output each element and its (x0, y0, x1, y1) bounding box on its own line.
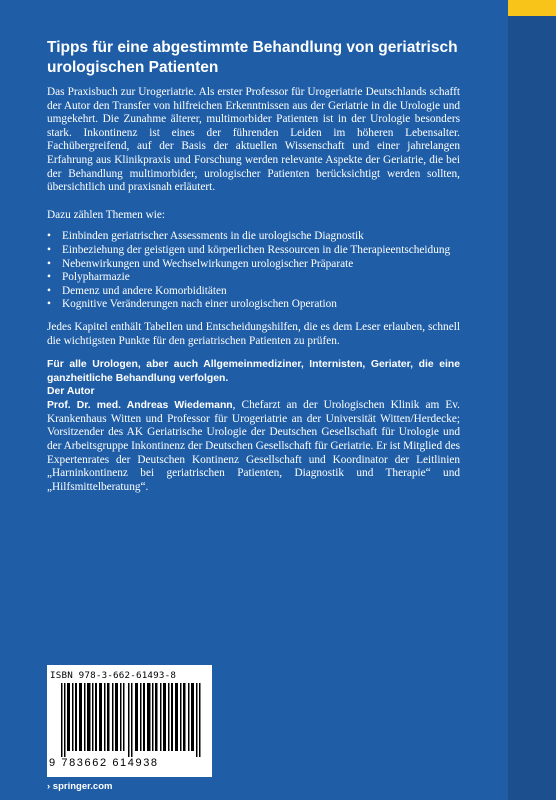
list-item (47, 298, 460, 312)
author-heading: Der Autor (47, 386, 95, 398)
chapter-note: Jedes Kapitel enthält Tabellen und Entscheidungshilfen, die es dem Leser erlauben, schnell die wichtigsten Punkte für den geriatrischen Patienten zu prüfen. (47, 320, 460, 347)
publisher-link[interactable]: › springer.com (47, 781, 113, 792)
topic-text: Einbinden geriatrischer Assessments in die urologische Diagnostik (62, 230, 364, 243)
topics-list (47, 230, 460, 312)
bullet-icon: • (47, 230, 51, 243)
list-item (47, 271, 460, 285)
topics-intro: Dazu zählen Themen wie: (47, 208, 166, 221)
author-bio-text: , Chefarzt an der Urologischen Klinik am Ev. Krankenhaus Witten und Professor für Urogeriatrie an der Universität Witten/Herdecke; Vorsitzender des AK Geriatrische Urologie der Deutschen Gesellschaft für Urologie und der Arbeitsgruppe Inkontinenz der Deutschen Gesellschaft für Geriatrie. Er ist Mitglied des Expertenrates der Deutschen Kontinenz Gesellschaft und Koordinator der Leitlinien „Harninkontinenz bei geriatrischen Patienten, Diagnostik und Therapie“ und „Hilfsmittelberatung“. (47, 399, 460, 493)
barcode-icon (61, 683, 201, 757)
list-item (47, 244, 460, 258)
topic-text: Kognitive Veränderungen nach einer urologischen Operation (62, 298, 337, 311)
isbn-label: ISBN 978-3-662-61493-8 (50, 670, 177, 681)
accent-stripe-top (508, 0, 556, 16)
topic-text: Demenz und andere Komorbiditäten (62, 284, 227, 297)
barcode-digits: 9 783662 614938 (49, 757, 159, 769)
author-bio (47, 399, 460, 494)
list-item (47, 285, 460, 299)
bullet-icon: • (47, 298, 51, 311)
list-item (47, 230, 460, 244)
bullet-icon: • (47, 257, 51, 270)
topic-text: Polypharmazie (62, 271, 130, 284)
bullet-icon: • (47, 284, 51, 297)
list-item (47, 258, 460, 272)
intro-paragraph: Das Praxisbuch zur Urogeriatrie. Als erster Professor für Urogeriatrie Deutschlands schafft der Autor den Transfer von hilfreichen Erkenntnissen aus der Geriatrie in die Urologie und umgekehrt. Die Zunahme älterer, multimorbider Patienten ist in der Urologie besonders stark. Inkontinenz ist eines der führenden Leiden im höheren Lebensalter. Fachübergreifend, auf der Basis der aktuellen Wissenschaft und einer jahrelangen Erfahrung aus Klinikpraxis und Forschung werden relevante Aspekte der Geriatrie, die bei der Behandlung multimorbider, urologischer Patienten berücksichtigt werden sollten, übersichtlich und praxisnah erläutert. (47, 86, 460, 194)
bullet-icon: • (47, 271, 51, 284)
barcode-panel (47, 665, 212, 777)
bullet-icon: • (47, 243, 51, 256)
audience-statement: Für alle Urologen, aber auch Allgemeinmediziner, Internisten, Geriater, die eine ganzheitliche Behandlung verfolgen. (47, 359, 460, 384)
author-name: Prof. Dr. med. Andreas Wiedemann (47, 400, 233, 412)
blurb-body (47, 86, 460, 494)
topic-text: Einbeziehung der geistigen und körperlichen Ressourcen in die Therapieentscheidung (62, 243, 451, 256)
cover-heading: Tipps für eine abgestimmte Behandlung von geriatrisch urologischen Patienten (47, 39, 458, 76)
side-stripe (508, 0, 556, 800)
topic-text: Nebenwirkungen und Wechselwirkungen urologischer Präparate (62, 257, 354, 270)
